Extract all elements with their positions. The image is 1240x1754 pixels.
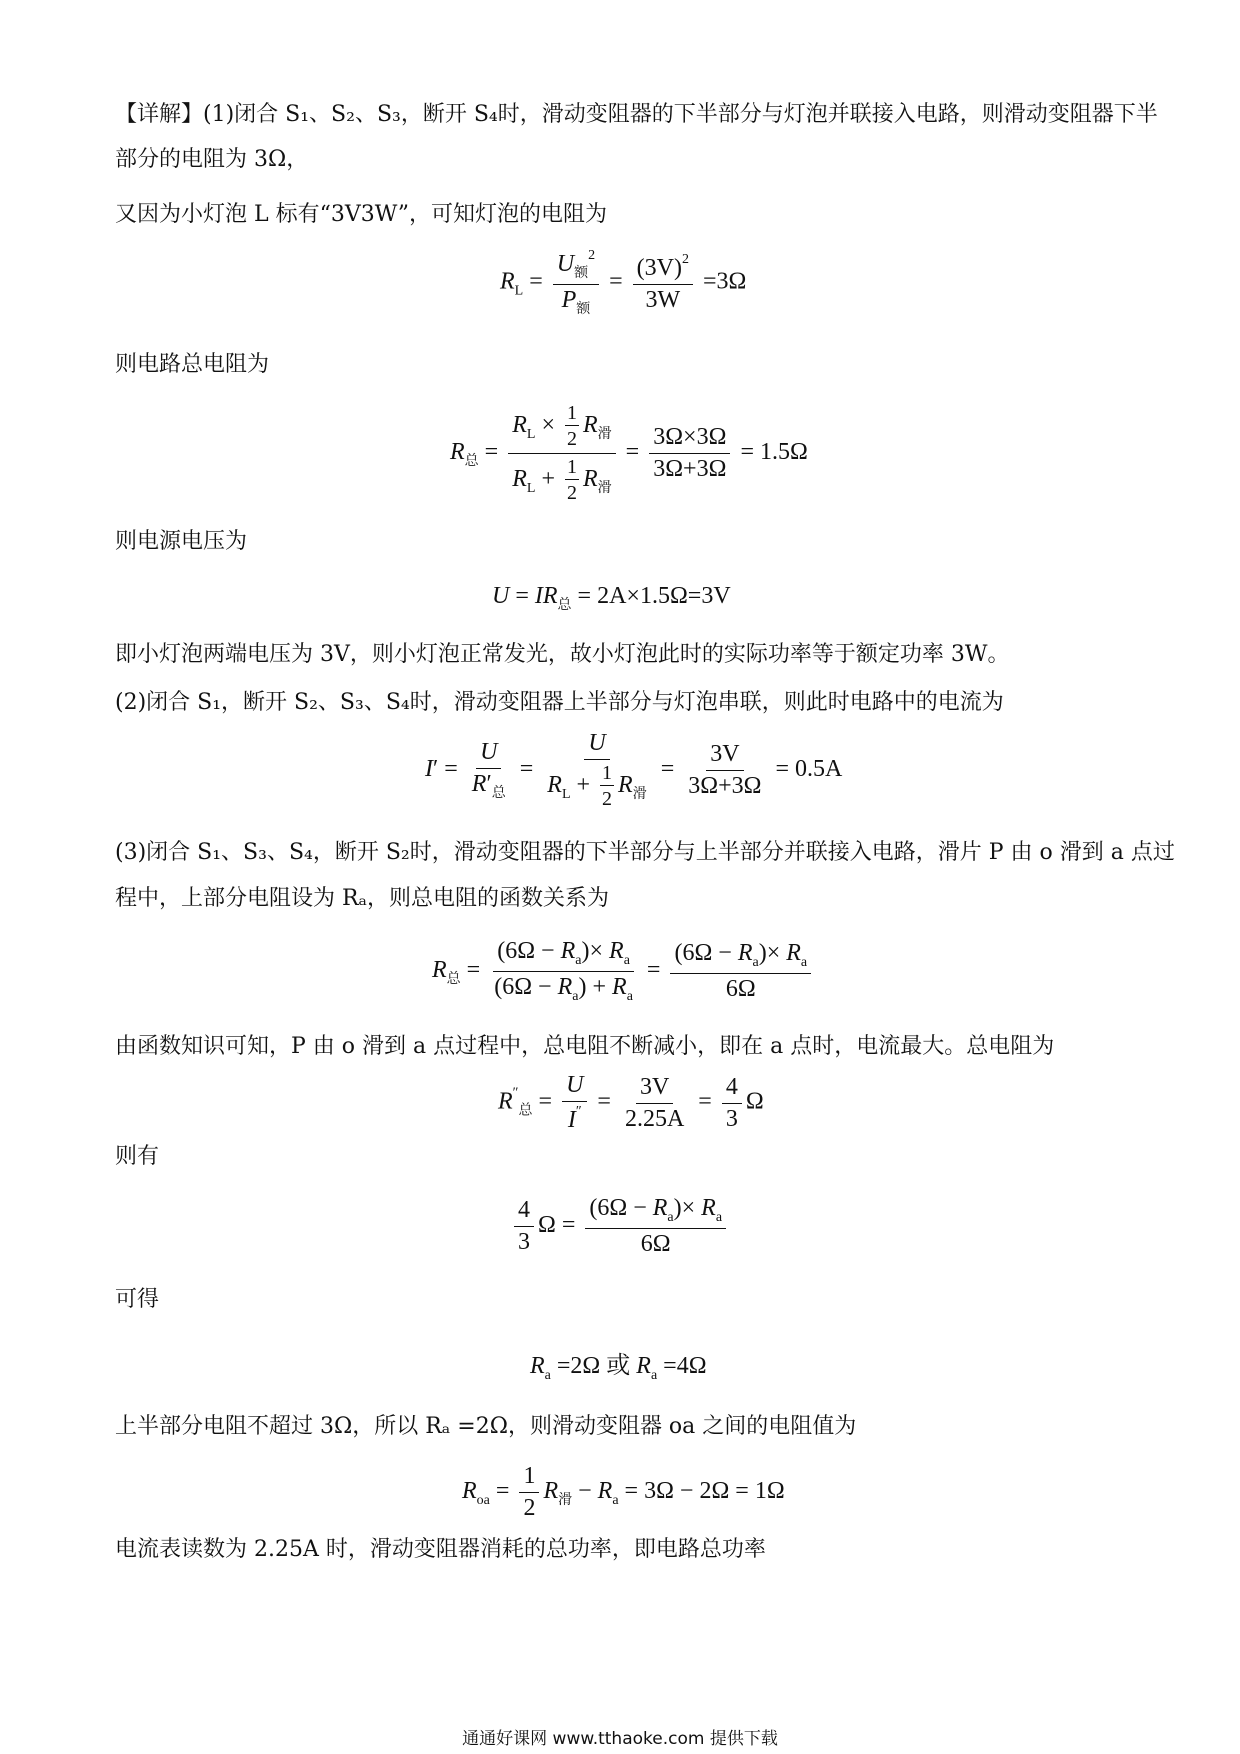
paragraph-part3: (3)闭合 S₁、S₃、S₄，断开 S₂时，滑动变阻器的下半部分与上半部分并联接入电路，滑片 P 由 o 滑到 a 点过 (115, 840, 1175, 865)
paragraph-part3-cont: 程中，上部分电阻设为 Rₐ，则总电阻的函数关系为 (115, 886, 610, 911)
paragraph-result: 可得 (115, 1287, 160, 1312)
equation-resistance-function: $R_总$ = $\frac{(6\Omega - R_a)\times R_a}{(6\Omega - R_a) + R_a}$ = $\frac{(6\Omega - R_a)\times R_a}{6\Omega}$ (432, 938, 815, 1005)
paragraph-lamp-power: 即小灯泡两端电压为 3V，则小灯泡正常发光，故小灯泡此时的实际功率等于额定功率 3W。 (115, 642, 1010, 667)
equation-solve-ra: $\frac{4}{3}$ Ω = $\frac{(6\Omega - R_a)\times R_a}{6\Omega}$ (510, 1195, 730, 1258)
equation-lamp-resistance: $R_L$ = $\frac{U_额^2}{P_额}$ = $\frac{(3V)^2}{3W}$ =3Ω (500, 248, 747, 317)
paragraph-then: 则有 (115, 1144, 160, 1169)
paragraph-lamp-label: 又因为小灯泡 L 标有“3V3W”，可知灯泡的电阻为 (115, 202, 607, 227)
paragraph-detail-part1-cont: 部分的电阻为 3Ω， (115, 147, 309, 172)
equation-total-resistance: $R_总$ = $R_L$ × $\frac{1}{2}$ $R_滑$ $R_L$ + $\frac{1}{2}$ $R_滑$ = $\frac{3\Omega\times 3\Omega}{3\Omega+3\Omega}$ = 1.5Ω (450, 402, 808, 504)
paragraph-source-voltage: 则电源电压为 (115, 529, 248, 554)
page-footer: 通通好课网 www.tthaoke.com 提供下载 (462, 1729, 778, 1749)
equation-oa-resistance: $R_{oa}$ = $\frac{1}{2}$ $R_滑 - R_a = 3\Omega - 2\Omega = 1\Omega$ (462, 1463, 785, 1521)
paragraph-total-resistance: 则电路总电阻为 (115, 352, 270, 377)
paragraph-detail-part1: 【详解】(1)闭合 S₁、S₂、S₃，断开 S₄时，滑动变阻器的下半部分与灯泡并联接入电路，则滑动变阻器下半 (115, 102, 1158, 127)
equation-ra-solutions: $R_a =2\Omega$ 或 $R_a =4\Omega$ (530, 1353, 707, 1383)
paragraph-function-analysis: 由函数知识可知，P 由 o 滑到 a 点过程中，总电阻不断减小，即在 a 点时，电流最大。总电阻为 (115, 1034, 1055, 1059)
paragraph-part2: (2)闭合 S₁，断开 S₂、S₃、S₄时，滑动变阻器上半部分与灯泡串联，则此时电路中的电流为 (115, 690, 1004, 715)
paragraph-upper-resistance: 上半部分电阻不超过 3Ω，所以 Rₐ =2Ω，则滑动变阻器 oa 之间的电阻值为 (115, 1414, 857, 1439)
equation-source-voltage: $U = IR_总 = 2A\times 1.5\Omega=3V$ (492, 583, 731, 613)
paragraph-total-power: 电流表读数为 2.25A 时，滑动变阻器消耗的总功率，即电路总功率 (115, 1537, 766, 1562)
equation-series-current: I′ = $\frac{U}{R'_总}$ = U $R_L$ + $\frac{1}{2}$ $R_滑$ = $\frac{3V}{3\Omega+3\Omega}$ = 0.5A (425, 730, 843, 810)
equation-min-resistance: $R''_总$ = $\frac{U}{I''}$ = $\frac{3V}{2.25A}$ = $\frac{4}{3}$ Ω (498, 1072, 764, 1133)
